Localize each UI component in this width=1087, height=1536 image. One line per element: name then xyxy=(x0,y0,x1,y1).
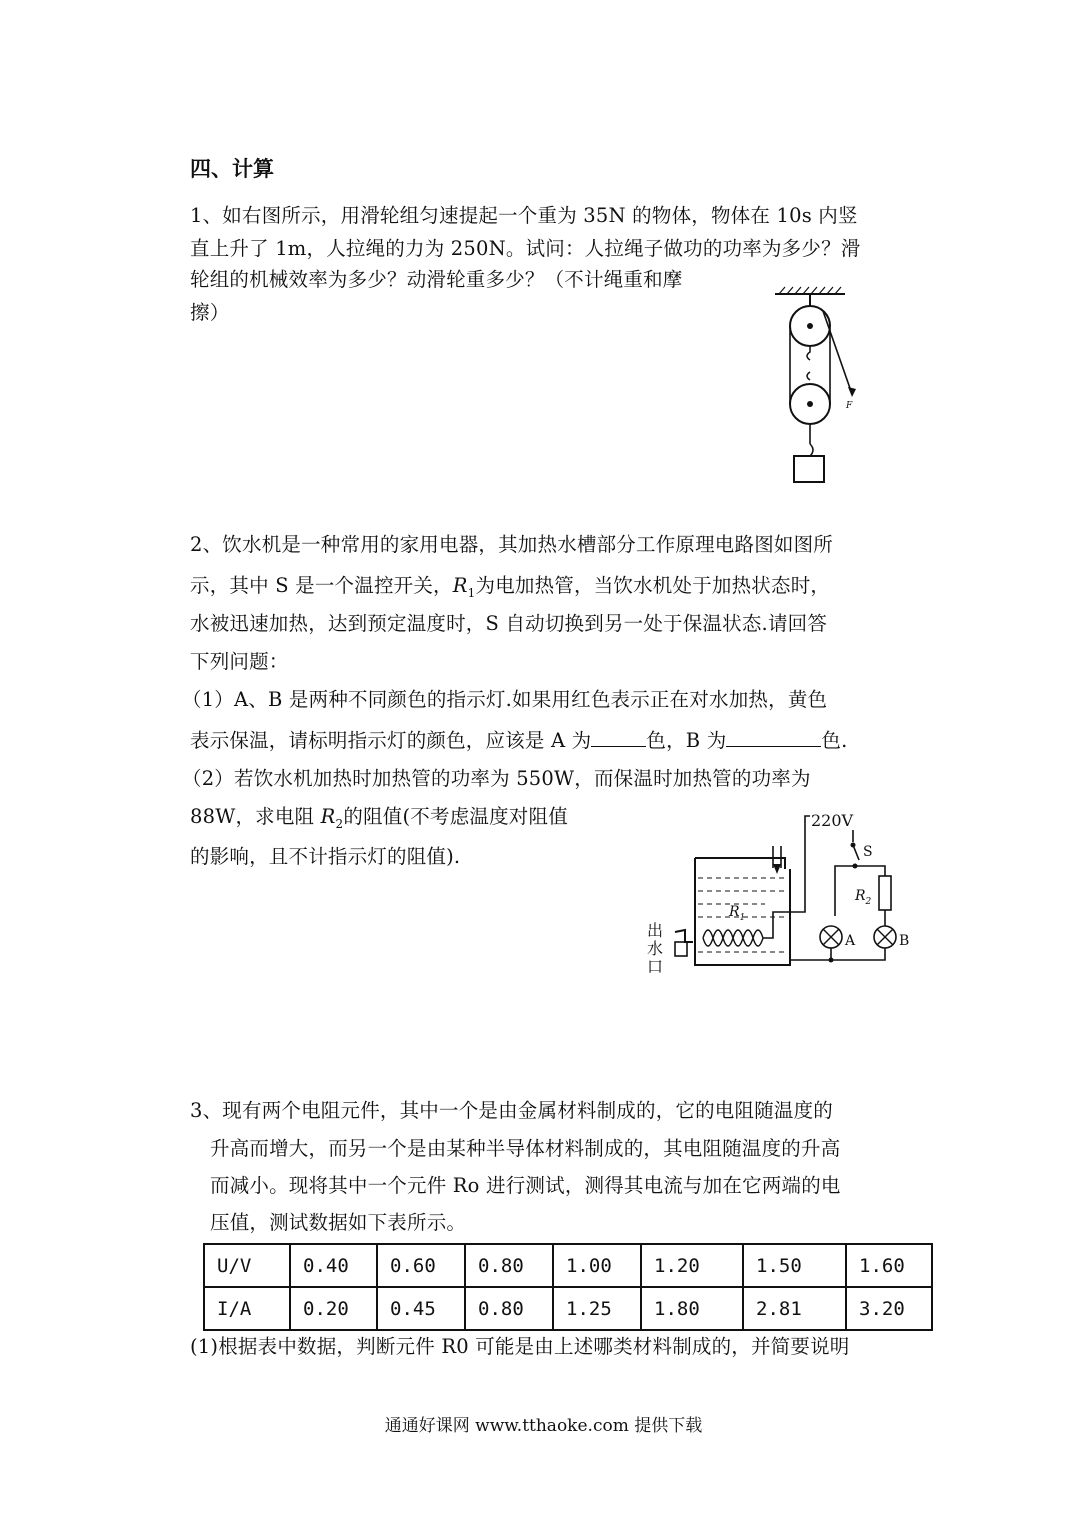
r1-label: $R_1$ xyxy=(729,904,746,923)
table-cell: 1.50 xyxy=(743,1244,846,1287)
table-row xyxy=(204,1244,932,1287)
table-cell: I/A xyxy=(204,1287,290,1330)
switch-label: S xyxy=(863,844,873,860)
table-cell: U/V xyxy=(204,1244,290,1287)
q2-text-line-2: 示，其中 S 是一个温控开关，$R_1$为电加热管，当饮水机处于加热状态时， xyxy=(190,574,831,600)
q2-text-line-4: 下列问题： xyxy=(190,650,289,673)
heater-coil xyxy=(703,930,763,946)
q1-text-line-3: 轮组的机械效率为多少？动滑轮重多少？（不计绳重和摩 xyxy=(190,268,683,291)
q2-part2-line-2: 88W，求电阻 $R_2$的阻值(不考虑温度对阻值 xyxy=(190,805,568,831)
table-cell: 0.45 xyxy=(377,1287,465,1330)
q3-text-line-2: 升高而增大，而另一个是由某种半导体材料制成的，其电阻随温度的升高 xyxy=(210,1137,841,1160)
water-dispenser-circuit xyxy=(645,812,920,982)
table-cell: 0.80 xyxy=(465,1244,553,1287)
r2-label: $R_2$ xyxy=(855,888,872,907)
q3-text-line-1: 3、现有两个电阻元件，其中一个是由金属材料制成的，它的电阻随温度的 xyxy=(190,1099,834,1122)
q3-subquestion-1: (1)根据表中数据，判断元件 R0 可能是由上述哪类材料制成的，并简要说明 xyxy=(190,1335,850,1358)
q3-text-line-4: 压值，测试数据如下表所示。 xyxy=(210,1211,467,1234)
table-cell: 0.40 xyxy=(290,1244,377,1287)
force-label: F xyxy=(846,401,853,411)
q3-text-line-3: 而减小。现将其中一个元件 Ro 进行测试，测得其电流与加在它两端的电 xyxy=(210,1174,841,1197)
q2-part1-line-2: 表示保温，请标明指示灯的颜色，应该是 A 为 色，B 为 色. xyxy=(190,726,848,755)
q2-part1-line-1: （1）A、B 是两种不同颜色的指示灯.如果用红色表示正在对水加热，黄色 xyxy=(182,688,828,711)
table-cell: 1.25 xyxy=(553,1287,641,1330)
table-cell: 0.80 xyxy=(465,1287,553,1330)
outlet-label-3: 口 xyxy=(647,957,664,976)
page-footer: 通通好课网 www.tthaoke.com 提供下载 xyxy=(384,1416,703,1436)
answer-blank-b xyxy=(726,726,821,747)
q2-part2-line-1: （2）若饮水机加热时加热管的功率为 550W，而保温时加热管的功率为 xyxy=(182,767,811,790)
outlet-label-2: 水 xyxy=(647,939,664,958)
table-cell: 0.20 xyxy=(290,1287,377,1330)
table-cell: 0.60 xyxy=(377,1244,465,1287)
q2-part2-line-3: 的影响，且不计指示灯的阻值). xyxy=(190,845,461,868)
lamp-a-label: A xyxy=(845,933,856,949)
weight-block xyxy=(794,456,824,482)
table-cell: 2.81 xyxy=(743,1287,846,1330)
q1-text-line-2: 直上升了 1m，人拉绳的力为 250N。试问：人拉绳子做功的功率为多少？滑 xyxy=(190,237,861,260)
answer-blank-a xyxy=(591,726,646,747)
r2-resistor xyxy=(879,876,891,910)
table-cell: 1.60 xyxy=(846,1244,932,1287)
section-heading: 四、计算 xyxy=(190,157,274,181)
table-cell: 3.20 xyxy=(846,1287,932,1330)
voltage-label: 220V xyxy=(811,812,854,830)
lamp-b-label: B xyxy=(899,933,910,949)
table-cell: 1.20 xyxy=(641,1244,743,1287)
table-cell: 1.00 xyxy=(553,1244,641,1287)
q1-text-line-1: 1、如右图所示，用滑轮组匀速提起一个重为 35N 的物体，物体在 10s 内竖 xyxy=(190,204,858,227)
data-table xyxy=(203,1243,933,1331)
q1-text-line-4: 擦） xyxy=(190,301,230,324)
pulley-figure xyxy=(770,284,860,499)
outlet-label-1: 出 xyxy=(647,921,664,940)
table-cell: 1.80 xyxy=(641,1287,743,1330)
q2-text-line-3: 水被迅速加热，达到预定温度时，S 自动切换到另一处于保温状态.请回答 xyxy=(190,612,828,635)
table-row xyxy=(204,1287,932,1330)
q2-text-line-1: 2、饮水机是一种常用的家用电器，其加热水槽部分工作原理电路图如图所 xyxy=(190,533,834,556)
